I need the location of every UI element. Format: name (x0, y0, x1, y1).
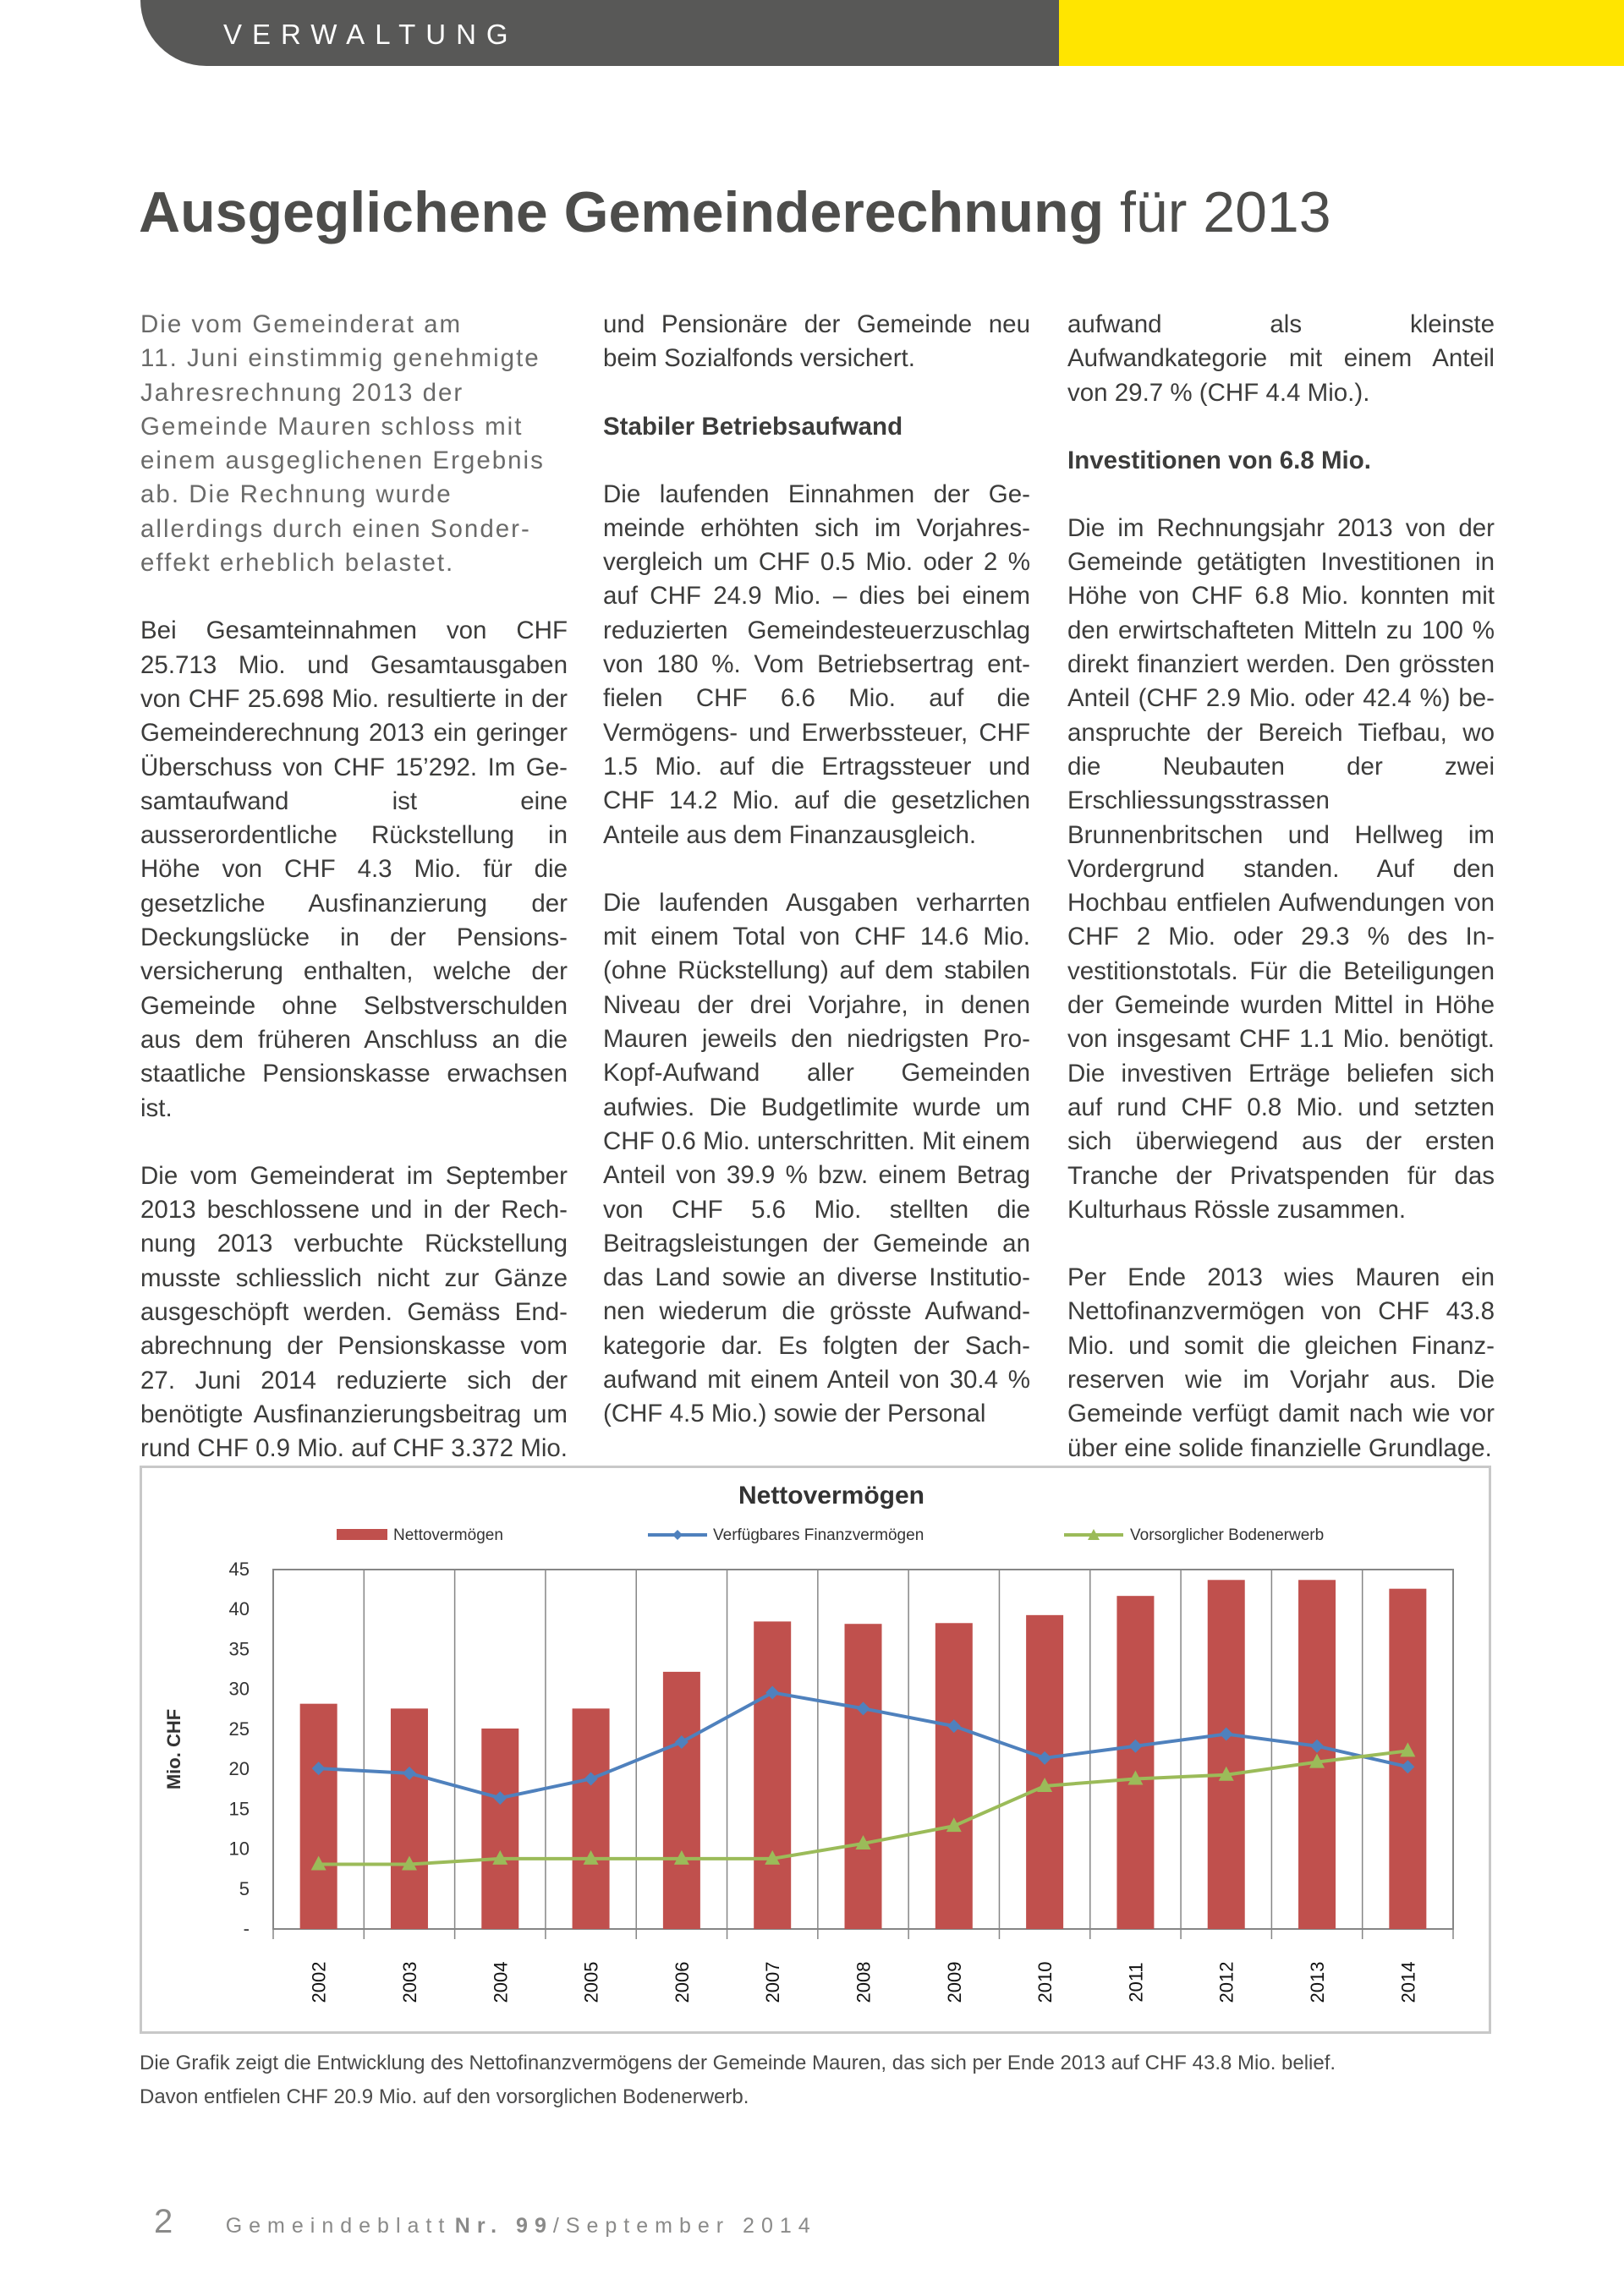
section-label: VERWALTUNG (223, 19, 518, 50)
chart-caption (140, 2047, 1510, 2114)
legend-swatch-bar (337, 1529, 387, 1540)
x-tick-label: 2013 (1307, 1961, 1329, 2003)
paragraph: und Pensionäre der Gemeinde neu beim Sozialfonds versichert. (603, 310, 1030, 373)
paragraph: Die laufenden Ausgaben verharrten mit einem Total von CHF 14.6 Mio. (ohne Rückstellung) auf dem stabilen Niveau der drei Vorjahre, in denen Mauren jeweils den niedrigsten Pro-Kopf-Aufwand aller Gemeinden aufwies. Die Budgetlimite wurde um CHF 0.6 Mio. unterschritten. Mit einem Anteil von 39.9 % bzw. einem Betrag von CHF 5.6 Mio. stellten die Beitragsleistungen der Gemeinde an das Land sowie an diverse Institutionen wiederum die grösste Aufwandkategorie dar. Es folgten der Sachaufwand mit einem Anteil von 30.4 % (CHF 4.5 Mio.) sowie der Personal (603, 888, 1030, 1428)
x-tick-label: 2006 (671, 1961, 693, 2003)
page-footer (154, 2203, 817, 2241)
legend-label: Vorsorglicher Bodenerwerb (1130, 1526, 1325, 1544)
y-tick-label: 30 (228, 1678, 250, 1700)
y-axis-label: Mio. CHF (163, 1708, 184, 1790)
paragraph: Die im Rechnungsjahr 2013 von der Gemeinde getätigten Investitionen in Höhe von CHF 6.8 Mio. konnten mit den erwirtschafteten Mitteln zu 100 % direkt finanziert werden. Den grössten Anteil (CHF 2.9 Mio. oder 42.4 %) beanspruchte der Bereich Tiefbau, wo die Neubauten der zwei Erschliessungsstrassen Brunnenbritschen und Hellweg im Vordergrund standen. Auf den Hochbau entfielen Aufwendungen von CHF 2 Mio. oder 29.3 % des Investitionstotals. Für die Beteiligungen der Gemeinde wurden Mittel in Höhe von insgesamt CHF 1.1 Mio. benötigt. Die investiven Erträge beliefen sich auf rund CHF 0.8 Mio. und setzten sich überwiegend aus der ersten Tranche der Privatspenden für das Kulturhaus Rössle zusammen. (1067, 513, 1495, 1224)
issue-number: Nr. 99 (454, 2214, 553, 2238)
bar-nettovermoegen (573, 1708, 610, 1929)
x-tick-label: 2004 (490, 1961, 512, 2003)
text-column-2 (603, 308, 1030, 1432)
x-tick-label: 2014 (1397, 1961, 1419, 2003)
x-tick-label: 2008 (853, 1961, 875, 2003)
y-tick-label: 40 (228, 1598, 250, 1620)
publication-name: Gemeindeblatt (225, 2214, 452, 2238)
paragraph: Per Ende 2013 wies Mauren ein Nettofinanzvermögen von CHF 43.8 Mio. und somit die gleichen Finanzreserven wie im Vorjahr aus. Die Gemeinde verfügt damit nach wie vor über eine solide finanzielle Grundlage. (1067, 1263, 1495, 1462)
x-tick-label: 2003 (398, 1961, 420, 2003)
title-bold: Ausgeglichene Gemeinderechnung (139, 180, 1105, 244)
bar-nettovermoegen (935, 1623, 973, 1929)
x-tick-label: 2012 (1215, 1961, 1237, 2003)
legend-label: Verfügbares Finanzvermögen (713, 1526, 924, 1544)
y-tick-label: 15 (228, 1798, 250, 1820)
y-tick-label: 45 (228, 1559, 250, 1580)
lead-paragraph: Die vom Gemeinderat am 11. Juni einstimmig genehmigte Jahresrechnung 2013 der Gemeinde Mauren schloss mit einem ausgeglichenen Ergebnis ab. Die Rechnung wurde allerdings durch einen Sondereffekt erheblich belastet. (140, 310, 545, 578)
bar-nettovermoegen (481, 1729, 518, 1929)
subheading: Stabiler Betriebsaufwand (603, 412, 903, 441)
bar-nettovermoegen (1026, 1615, 1063, 1929)
legend-label: Nettovermögen (393, 1526, 503, 1544)
page-title (139, 179, 1331, 245)
bar-nettovermoegen (845, 1624, 882, 1929)
subheading: Investitionen von 6.8 Mio. (1067, 446, 1371, 474)
y-tick-label: 10 (228, 1838, 250, 1860)
text-column-1 (140, 308, 568, 1534)
x-tick-label: 2009 (943, 1961, 965, 2003)
header-accent (1059, 0, 1624, 66)
net-assets-chart (142, 1468, 1489, 2031)
y-tick-label: 5 (239, 1877, 250, 1899)
bar-nettovermoegen (754, 1621, 791, 1929)
caption-line: Davon entfielen CHF 20.9 Mio. auf den vorsorglichen Bodenerwerb. (140, 2085, 749, 2108)
x-tick-label: 2007 (762, 1961, 784, 2003)
x-tick-label: 2011 (1125, 1962, 1147, 2003)
y-tick-label: 20 (228, 1758, 250, 1780)
paragraph: Die vom Gemeinderat im September 2013 beschlossene und in der Rechnung 2013 verbuchte Rückstellung musste schliesslich nicht zur Gänze ausgeschöpft werden. Gemäss Endabrechnung der Pensionskasse vom 27. Juni 2014 reduzierte sich der benötigte Ausfinanzierungsbeitrag um rund CHF 0.9 Mio. auf CHF 3.372 Mio. (140, 1161, 568, 1463)
issue-date: /September 2014 (552, 2214, 817, 2238)
bar-nettovermoegen (663, 1672, 700, 1929)
chart-frame (140, 1466, 1491, 2034)
bar-nettovermoegen (1208, 1580, 1245, 1929)
y-tick-label: 25 (228, 1718, 250, 1740)
paragraph: aufwand als kleinste Aufwandkategorie mit einem Anteil von 29.7 % (CHF 4.4 Mio.). (1067, 310, 1495, 407)
legend-marker-diamond (672, 1530, 683, 1540)
bar-nettovermoegen (1116, 1596, 1154, 1929)
x-tick-label: 2002 (308, 1961, 330, 2003)
bar-nettovermoegen (1389, 1589, 1426, 1929)
caption-line: Die Grafik zeigt die Entwicklung des Nettofinanzvermögens der Gemeinde Mauren, das sich per Ende 2013 auf CHF 43.8 Mio. belief. (140, 2052, 1336, 2074)
paragraph: Die laufenden Einnahmen der Gemeinde erhöhten sich im Vorjahresvergleich um CHF 0.5 Mio. oder 2 % auf CHF 24.9 Mio. – dies bei einem reduzierten Gemeindesteuerzuschlag von 180 %. Vom Betriebsertrag entfielen CHF 6.6 Mio. auf die Vermögens- und Erwerbssteuer, CHF 1.5 Mio. auf die Ertragssteuer und CHF 14.2 Mio. auf die gesetzlichen Anteile aus dem Finanzausgleich. (603, 479, 1030, 849)
text-column-3 (1067, 308, 1495, 1466)
bar-nettovermoegen (300, 1704, 337, 1929)
bar-nettovermoegen (391, 1708, 428, 1929)
x-tick-label: 2010 (1034, 1961, 1056, 2003)
page-number: 2 (154, 2203, 173, 2240)
paragraph: Bei Gesamteinnahmen von CHF 25.713 Mio. und Gesamtausgaben von CHF 25.698 Mio. resultierte in der Gemeinderechnung 2013 ein geringer Überschuss von CHF 15’292. Im Gesamtaufwand ist eine ausserordentliche Rückstellung in Höhe von CHF 4.3 Mio. für die gesetzliche Ausfinanzierung der Deckungslücke in der Pensionsversicherung enthalten, welche der Gemeinde ohne Selbstverschulden aus dem früheren Anschluss an die staatliche Pensionskasse erwachsen ist. (140, 616, 568, 1122)
chart-title: Nettovermögen (738, 1482, 925, 1510)
y-tick-label: 35 (228, 1638, 250, 1660)
title-light: für 2013 (1120, 180, 1331, 244)
x-tick-label: 2005 (580, 1961, 602, 2003)
y-tick-label: - (243, 1918, 250, 1939)
